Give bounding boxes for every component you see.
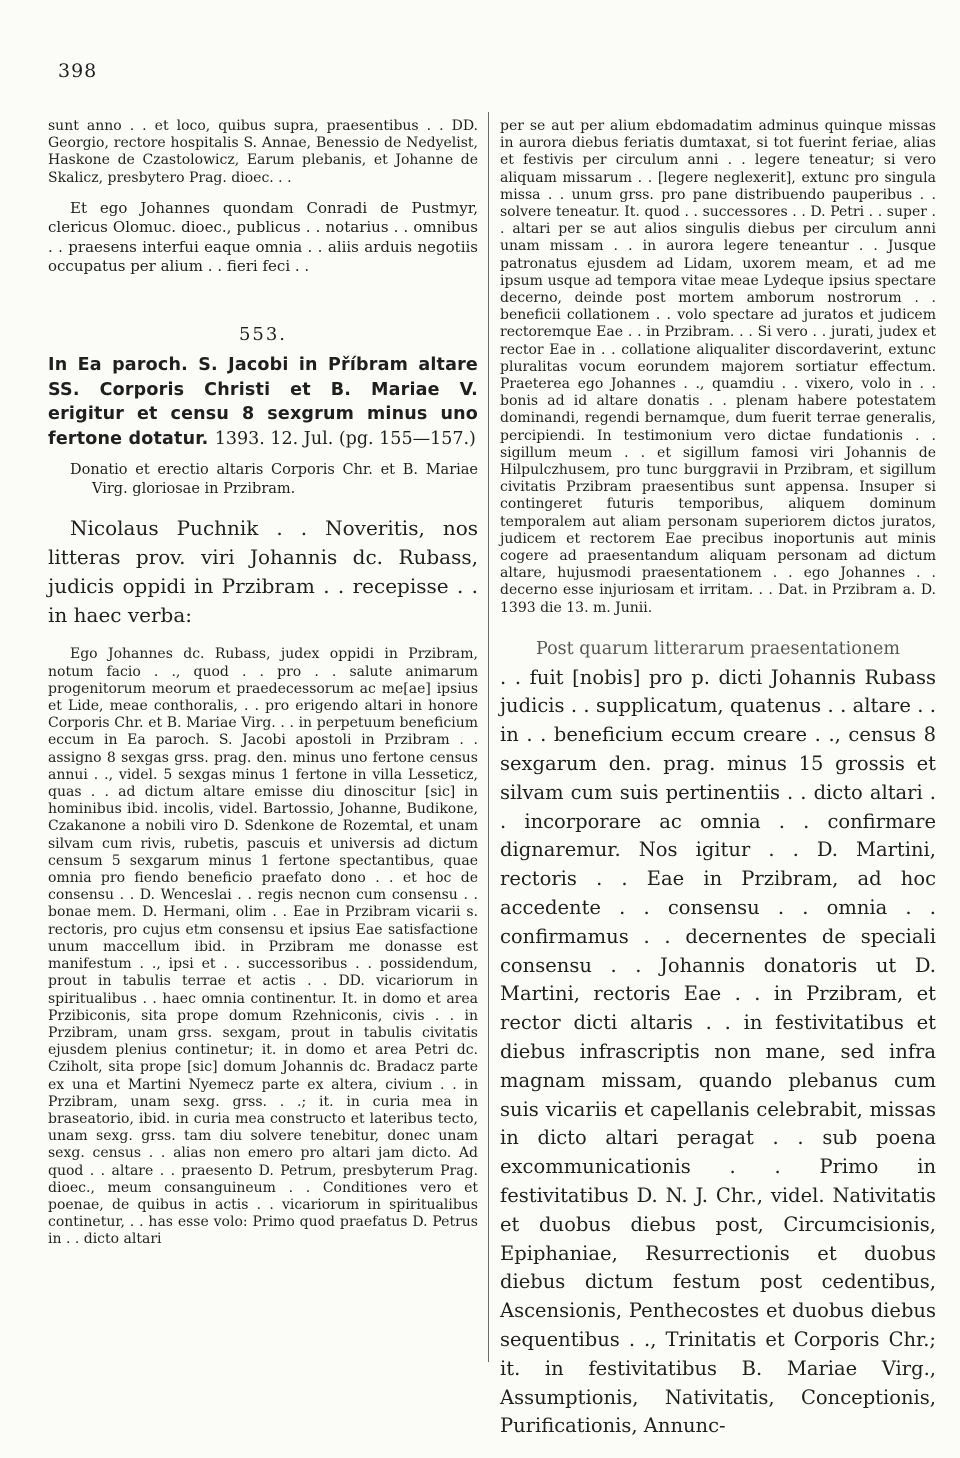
charter-paragraph: Ego Johannes dc. Rubass, judex oppidi in Przibram, notum facio . ., quod . . pro . . salute animarum progenitorum meorum et praedecessorum ac me[ae] ipsius et Lide, meae conthoralis, . . pro erigendo altari in honore Corporis Chr. et B. Mariae Virg. . . in perpetuum beneficium eccum in Ea paroch. S. Jacobi apostoli in Przibram . . assigno 8 sexgas grss. prag. den. minus uno fertone census annui . ., videl. 5 sexgas minus 1 fertone in villa Lesseticz, quas . . ad dictum altare emisse diu dinoscitur [sic] in hominibus ibid. incolis, videl. Bartossio, Johanne, Budikone, Czakanone a nobili viro D. Sdenkone de Rozemtal, et unam silvam cum rivis, rubetis, pascuis et universis ad dictum censum 5 sexgarum minus 1 fertone spectantibus, quae omnia pro fiendo beneficio praefato dono . . et hoc de consensu . . D. Wenceslai . . regis necnon cum consensu . . bonae mem. D. Hermani, olim . . Eae in Przibram vicarii s. rectoris, pro cujus etm consensu et ipsius Eae satisfactione unum maccellum ibid. in Przibram me donasse est manifestum . ., ipsi et . . successoribus . . possidendum, prout in tabulis terrae et actis . . DD. vicariorum in spiritualibus . . haec omnia continentur. It. in domo et area Przibiconis, sita prope domum Rzehniconis, civis . . in Przibram, unam grss. sexgam, prout in tabulis civitatis ejusdem plenius continetur; it. in domo et area Petri dc. Cziholt, sita prope [sic] domum Johannis dc. Bradacz parte ex una et Martini Nyemecz parte ex altera, civium . . in Przibram, unam sexg. grss. . .; it. in curia mea in braseatorio, ibid. in curia mea constructo et lateribus tecto, unam sexg. grss. tam diu solvere tenebitur, donec unam sexg. census . . alias non emero pro altari jam dicto. Ad quod . . altare . . praesento D. Petrum, presbyterum Prag. dioec., meum consanguineum . . Conditiones vero et poenae, de quibus in actis . . vicariorum in spiritualibus continetur, . . has esse volo: Primo quod praefatus D. Petrus in . . dicto altari <box>48 646 478 1248</box>
column-divider <box>488 112 489 1362</box>
opening-paragraph: Nicolaus Puchnik . . Noveritis, nos litteras prov. viri Johannis dc. Rubass, judicis oppidi in Przibram . . recepisse . . in haec verba: <box>48 516 478 628</box>
document-title <box>48 353 478 451</box>
post-heading: Post quarum litterarum praesentationem <box>536 638 900 659</box>
notary-paragraph: Et ego Johannes quondam Conradi de Pustmyr, clericus Olomuc. dioec., publicus . . notarius . . omnibus . . praesens interfui eaque omnia . . aliis arduis negotiis occupatus per alium . . fieri feci . . <box>48 198 478 276</box>
document-date: 1393. 12. Jul. (pg. 155—157.) <box>214 428 476 449</box>
charter-continuation: per se aut per alium ebdomadatim adminus quinque missas in aurora diebus feriatis dumtaxat, si tot fuerint feriae, alias et festivis per circulum anni . . legere teneatur; si vero aliquam missarum . . [legere neglexerit], extunc pro singula missa . . unum grss. pro pane distribuendo pauperibus . . solvere teneatur. It. quod . . successores . . D. Petri . . super . . altari per se aut alios singulis diebus per circulum anni unam missam . . in aurora legere teneantur . . Jusque patronatus ejusdem ad Lidam, uxorem meam, et ad me ipsum usque ad tempora vitae meae Lydeque ipsius spectare decerno, deinde post mortem amborum nostrorum . . beneficii collationem . . volo spectare ad juratos et judicem rectoremque Eae . . in Przibram. . . Si vero . . jurati, judex et rector Eae in . . collatione aliqualiter discordaverint, extunc pluralitas vocum eorundem majorem sortiatur effectum. Praeterea ego Johannes . ., quamdiu . . vixero, volo in . . bonis ad id altare donatis . . plenam habere potestatem dominandi, regendi bernamque, dum fuerit terrae generalis, percipiendi. In testimonium vero dictae fundationis . . sigillum meum . . et sigillum famosi viri Johannis de Hilpulczhusem, pro tunc burggravii in Przibram, et sigillum civitatis Przibram praesentibus sunt appensa. Insuper si contingeret futuris temporibus, aliquem dominum temporalem aut aliam personam superiorem dictos juratos, judicem et rectorem Eae precibus inoportunis aut minis cogere ad praesentandum aliquam personam ad dictum altare, hujusmodi praesentationem . . ego Johannes . . decerno esse injuriosam et irritam. . . Dat. in Przibram a. D. 1393 die 13. m. Junii. <box>500 118 936 616</box>
document-summary: Donatio et erectio altaris Corporis Chr. et B. Mariae Virg. gloriosae in Przibram. <box>70 462 478 497</box>
document-number: 553. <box>238 324 288 346</box>
right-column <box>500 118 936 1441</box>
left-column <box>48 118 478 1249</box>
intro-paragraph: sunt anno . . et loco, quibus supra, praesentibus . . DD. Georgio, rectore hospitalis S. Annae, Benessio de Nedyelist, Haskone de Czastolowicz, Earum plebanis, et Johanne de Skalicz, presbytero Prag. dioec. . . <box>48 118 478 186</box>
document-title-text: In Ea paroch. S. Jacobi in Příbram altare SS. Corporis Christi et B. Mariae V. erigitur et censu 8 sexgrum minus uno fertone dotatur. <box>48 355 478 449</box>
page-number: 398 <box>58 60 98 82</box>
main-paragraph: . . fuit [nobis] pro p. dicti Johannis Rubass judicis . . supplicatum, quatenus . . altare . . in . . beneficium eccum creare . ., census 8 sexgarum den. prag. minus 15 grossis et silvam cum suis pertinentiis . . dicto altari . . incorporare ac omnia . . confirmare dignaremur. Nos igitur . . D. Martini, rectoris . . Eae in Przibram, ad hoc accedente . . consensu . . omnia . . confirmamus . . decernentes de speciali consensu . . Johannis donatoris ut D. Martini, rectoris Eae . . in Przibram, et rector dicti altaris . . in festivitatibus et diebus infrascriptis non mane, sed infra magnam missam, quando plebanus cum suis vicariis et capellanis celebrabit, missas in dicto altari peragat . . sub poena excommunicationis . . Primo in festivitatibus D. N. J. Chr., videl. Nativitatis et duobus diebus post, Circumcisionis, Epiphaniae, Resurrectionis et duobus diebus dictum festum post cedentibus, Ascensionis, Penthecostes et duobus diebus sequentibus . ., Trinitatis et Corporis Chr.; it. in festivitatibus B. Mariae Virg., Assumptionis, Nativitatis, Conceptionis, Purificationis, Annunc- <box>500 665 936 1438</box>
